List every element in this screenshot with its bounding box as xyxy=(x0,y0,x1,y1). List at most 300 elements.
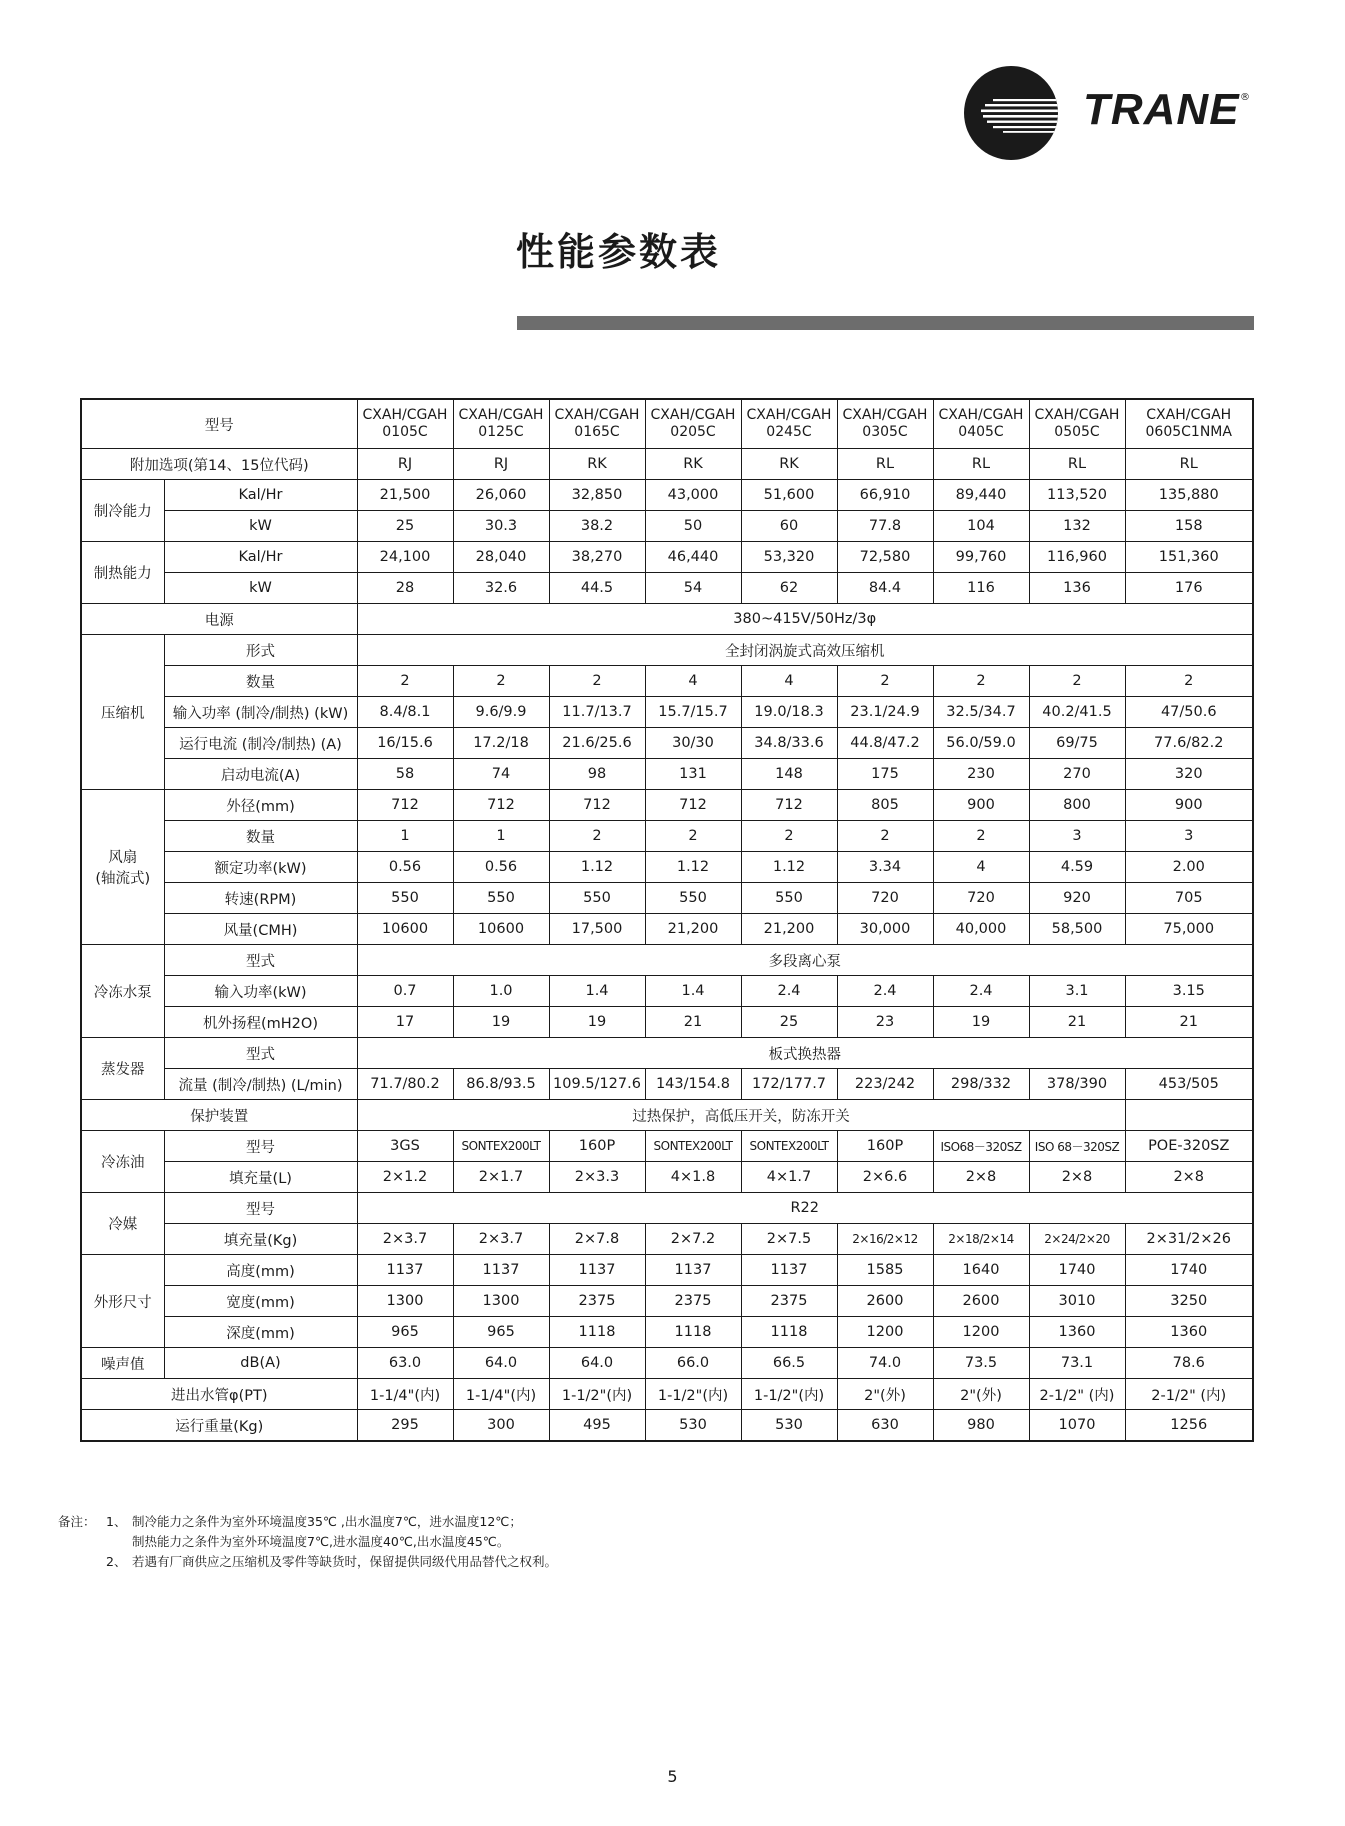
noise-row xyxy=(81,1348,1253,1379)
value-cell: 25 xyxy=(741,1007,837,1038)
value-cell: 453/505 xyxy=(1125,1069,1253,1100)
value-cell: 19.0/18.3 xyxy=(741,697,837,728)
value-cell: 2×3.7 xyxy=(357,1224,453,1255)
value-cell: 1585 xyxy=(837,1255,933,1286)
value-cell: 2×8 xyxy=(1029,1162,1125,1193)
value-cell: 712 xyxy=(453,790,549,821)
value-cell: 965 xyxy=(453,1317,549,1348)
value-cell: 2600 xyxy=(933,1286,1029,1317)
value-cell: 38,270 xyxy=(549,542,645,573)
value-cell: 0.56 xyxy=(357,852,453,883)
noise-label: 噪声值 xyxy=(81,1348,164,1379)
option-cell: RJ xyxy=(357,449,453,480)
model-header-cell xyxy=(357,399,453,449)
fan-label xyxy=(81,790,164,945)
value-cell: 19 xyxy=(453,1007,549,1038)
compressor-label: 压缩机 xyxy=(81,635,164,790)
protection-row xyxy=(81,1100,1253,1131)
oil-model-row xyxy=(81,1131,1253,1162)
value-cell: 78.6 xyxy=(1125,1348,1253,1379)
value-cell: 712 xyxy=(645,790,741,821)
value-cell: 132 xyxy=(1029,511,1125,542)
value-cell: 2×8 xyxy=(933,1162,1029,1193)
fan-power-row xyxy=(81,852,1253,883)
fan-qty-row xyxy=(81,821,1253,852)
option-cell: RK xyxy=(741,449,837,480)
model-header-cell xyxy=(933,399,1029,449)
value-cell: 32,850 xyxy=(549,480,645,511)
value-cell: 2×24/2×20 xyxy=(1029,1224,1125,1255)
value-cell: 23.1/24.9 xyxy=(837,697,933,728)
compressor-qty-row xyxy=(81,666,1253,697)
value-cell: 2.00 xyxy=(1125,852,1253,883)
value-cell: 116 xyxy=(933,573,1029,604)
cooling-kw-row xyxy=(81,511,1253,542)
value-cell: 77.6/82.2 xyxy=(1125,728,1253,759)
value-cell: 50 xyxy=(645,511,741,542)
value-cell: 16/15.6 xyxy=(357,728,453,759)
value-cell: 175 xyxy=(837,759,933,790)
note-1-text-2: 制热能力之条件为室外环境温度7℃,进水温度40℃,出水温度45℃。 xyxy=(132,1534,510,1549)
value-cell: 1137 xyxy=(549,1255,645,1286)
model-series: CXAH/CGAH xyxy=(650,407,736,424)
value-cell: 75,000 xyxy=(1125,914,1253,945)
value-cell: 135,880 xyxy=(1125,480,1253,511)
model-series: CXAH/CGAH xyxy=(1146,407,1232,424)
value-cell: 550 xyxy=(453,883,549,914)
value-cell: 2×1.2 xyxy=(357,1162,453,1193)
param-label: 转速(RPM) xyxy=(164,883,357,914)
value-cell: 4×1.7 xyxy=(741,1162,837,1193)
param-label: 风量(CMH) xyxy=(164,914,357,945)
compressor-current-row xyxy=(81,728,1253,759)
refrigerant-model-row xyxy=(81,1193,1253,1224)
value-cell: 2375 xyxy=(549,1286,645,1317)
value-cell: 300 xyxy=(453,1410,549,1442)
value-cell: 2 xyxy=(549,666,645,697)
value-cell: 21,200 xyxy=(741,914,837,945)
option-cell: RK xyxy=(549,449,645,480)
value-cell: 2600 xyxy=(837,1286,933,1317)
value-cell: 1-1/2"(内) xyxy=(645,1379,741,1410)
value-cell: 2 xyxy=(1029,666,1125,697)
value-cell: 705 xyxy=(1125,883,1253,914)
value-cell: 160P xyxy=(549,1131,645,1162)
cooling-kcal-row xyxy=(81,480,1253,511)
param-label: 输入功率(kW) xyxy=(164,976,357,1007)
empty-cell xyxy=(1125,1100,1253,1131)
value-cell: 17 xyxy=(357,1007,453,1038)
value-cell: 69/75 xyxy=(1029,728,1125,759)
value-cell: 495 xyxy=(549,1410,645,1442)
value-cell: 1360 xyxy=(1029,1317,1125,1348)
value-cell: 298/332 xyxy=(933,1069,1029,1100)
refrigerant-label: 冷媒 xyxy=(81,1193,164,1255)
value-cell: 2×8 xyxy=(1125,1162,1253,1193)
value-cell: 1118 xyxy=(741,1317,837,1348)
value-cell: 1360 xyxy=(1125,1317,1253,1348)
value-cell: 295 xyxy=(357,1410,453,1442)
value-cell: 3250 xyxy=(1125,1286,1253,1317)
value-cell: 2×1.7 xyxy=(453,1162,549,1193)
merged-value: R22 xyxy=(357,1193,1253,1224)
pipe-row xyxy=(81,1379,1253,1410)
param-label: 深度(mm) xyxy=(164,1317,357,1348)
value-cell: 4 xyxy=(933,852,1029,883)
value-cell: 4 xyxy=(741,666,837,697)
value-cell: 712 xyxy=(357,790,453,821)
cooling-label: 制冷能力 xyxy=(81,480,164,542)
note-2-text: 若遇有厂商供应之压缩机及零件等缺货时，保留提供同级代用品替代之权利。 xyxy=(132,1554,558,1569)
value-cell: 19 xyxy=(933,1007,1029,1038)
protection-label: 保护装置 xyxy=(81,1100,357,1131)
value-cell: 21,200 xyxy=(645,914,741,945)
param-label: 输入功率 (制冷/制热) (kW) xyxy=(164,697,357,728)
value-cell: 77.8 xyxy=(837,511,933,542)
param-label: 型号 xyxy=(164,1193,357,1224)
value-cell: 630 xyxy=(837,1410,933,1442)
value-cell: 73.1 xyxy=(1029,1348,1125,1379)
value-cell: 21.6/25.6 xyxy=(549,728,645,759)
value-cell: 1-1/2"(内) xyxy=(741,1379,837,1410)
param-label: 数量 xyxy=(164,821,357,852)
value-cell: 550 xyxy=(645,883,741,914)
value-cell: 3 xyxy=(1125,821,1253,852)
value-cell: 43,000 xyxy=(645,480,741,511)
model-header-cell xyxy=(645,399,741,449)
value-cell: 800 xyxy=(1029,790,1125,821)
model-code: 0405C xyxy=(958,424,1004,440)
value-cell: 1256 xyxy=(1125,1410,1253,1442)
value-cell: 1.4 xyxy=(549,976,645,1007)
value-cell: 2"(外) xyxy=(837,1379,933,1410)
value-cell: 550 xyxy=(741,883,837,914)
param-label: 形式 xyxy=(164,635,357,666)
unit-label: Kal/Hr xyxy=(164,542,357,573)
model-code: 0165C xyxy=(574,424,620,440)
value-cell: 160P xyxy=(837,1131,933,1162)
value-cell: 3.1 xyxy=(1029,976,1125,1007)
value-cell: 19 xyxy=(549,1007,645,1038)
value-cell: 44.8/47.2 xyxy=(837,728,933,759)
value-cell: 900 xyxy=(933,790,1029,821)
value-cell: 530 xyxy=(645,1410,741,1442)
value-cell: ISO68－320SZ xyxy=(933,1131,1029,1162)
value-cell: 1640 xyxy=(933,1255,1029,1286)
value-cell: SONTEX200LT xyxy=(741,1131,837,1162)
value-cell: 720 xyxy=(933,883,1029,914)
value-cell: 2 xyxy=(453,666,549,697)
fan-rpm-row xyxy=(81,883,1253,914)
value-cell: 63.0 xyxy=(357,1348,453,1379)
value-cell: 38.2 xyxy=(549,511,645,542)
evaporator-flow-row xyxy=(81,1069,1253,1100)
value-cell: 30/30 xyxy=(645,728,741,759)
value-cell: 40,000 xyxy=(933,914,1029,945)
option-cell: RL xyxy=(1029,449,1125,480)
value-cell: 2 xyxy=(933,666,1029,697)
value-cell: 1.12 xyxy=(645,852,741,883)
value-cell: 1.0 xyxy=(453,976,549,1007)
value-cell: 32.5/34.7 xyxy=(933,697,1029,728)
value-cell: 58,500 xyxy=(1029,914,1125,945)
param-label: 型号 xyxy=(164,1131,357,1162)
value-cell: 26,060 xyxy=(453,480,549,511)
performance-table xyxy=(80,398,1254,1442)
note-2-number: 2、 xyxy=(106,1554,127,1569)
title-rule xyxy=(517,316,1254,330)
pipe-label: 进出水管φ(PT) xyxy=(81,1379,357,1410)
value-cell: ISO 68－320SZ xyxy=(1029,1131,1125,1162)
merged-value: 板式换热器 xyxy=(357,1038,1253,1069)
value-cell: 0.56 xyxy=(453,852,549,883)
value-cell: 32.6 xyxy=(453,573,549,604)
value-cell: 9.6/9.9 xyxy=(453,697,549,728)
value-cell: 550 xyxy=(357,883,453,914)
model-label: 型号 xyxy=(81,399,357,449)
value-cell: 11.7/13.7 xyxy=(549,697,645,728)
value-cell: 1-1/2"(内) xyxy=(549,1379,645,1410)
value-cell: 86.8/93.5 xyxy=(453,1069,549,1100)
option-cell: RL xyxy=(933,449,1029,480)
option-cell: RJ xyxy=(453,449,549,480)
value-cell: 89,440 xyxy=(933,480,1029,511)
value-cell: 21 xyxy=(645,1007,741,1038)
value-cell: 84.4 xyxy=(837,573,933,604)
value-cell: 720 xyxy=(837,883,933,914)
oil-charge-row xyxy=(81,1162,1253,1193)
table-header-row xyxy=(81,399,1253,449)
value-cell: 4 xyxy=(645,666,741,697)
value-cell: 34.8/33.6 xyxy=(741,728,837,759)
dimensions-height-row xyxy=(81,1255,1253,1286)
value-cell: 980 xyxy=(933,1410,1029,1442)
value-cell: 2 xyxy=(837,666,933,697)
dimensions-depth-row xyxy=(81,1317,1253,1348)
value-cell: 2375 xyxy=(645,1286,741,1317)
dimensions-label: 外形尺寸 xyxy=(81,1255,164,1348)
option-cell: RL xyxy=(837,449,933,480)
model-series: CXAH/CGAH xyxy=(746,407,832,424)
compressor-start-row xyxy=(81,759,1253,790)
value-cell: 2 xyxy=(549,821,645,852)
evaporator-type-row xyxy=(81,1038,1253,1069)
value-cell: 965 xyxy=(357,1317,453,1348)
value-cell: 74.0 xyxy=(837,1348,933,1379)
value-cell: 148 xyxy=(741,759,837,790)
value-cell: 99,760 xyxy=(933,542,1029,573)
value-cell: 109.5/127.6 xyxy=(549,1069,645,1100)
value-cell: 28,040 xyxy=(453,542,549,573)
value-cell: 1740 xyxy=(1029,1255,1125,1286)
value-cell: 71.7/80.2 xyxy=(357,1069,453,1100)
unit-label: dB(A) xyxy=(164,1348,357,1379)
value-cell: 47/50.6 xyxy=(1125,697,1253,728)
value-cell: 805 xyxy=(837,790,933,821)
fan-label-line1: 风扇 xyxy=(108,850,138,866)
value-cell: 2×7.8 xyxy=(549,1224,645,1255)
value-cell: 131 xyxy=(645,759,741,790)
model-code: 0505C xyxy=(1054,424,1100,440)
value-cell: 1 xyxy=(453,821,549,852)
value-cell: 2"(外) xyxy=(933,1379,1029,1410)
value-cell: 550 xyxy=(549,883,645,914)
value-cell: 30.3 xyxy=(453,511,549,542)
unit-label: kW xyxy=(164,511,357,542)
value-cell: 98 xyxy=(549,759,645,790)
value-cell: 66.5 xyxy=(741,1348,837,1379)
options-row xyxy=(81,449,1253,480)
param-label: 型式 xyxy=(164,945,357,976)
value-cell: 24,100 xyxy=(357,542,453,573)
value-cell: 21 xyxy=(1125,1007,1253,1038)
value-cell: 1118 xyxy=(549,1317,645,1348)
param-label: 额定功率(kW) xyxy=(164,852,357,883)
param-label: 填充量(L) xyxy=(164,1162,357,1193)
value-cell: 270 xyxy=(1029,759,1125,790)
fan-label-line2: (轴流式) xyxy=(95,871,151,887)
unit-label: kW xyxy=(164,573,357,604)
value-cell: 1 xyxy=(357,821,453,852)
value-cell: 3 xyxy=(1029,821,1125,852)
value-cell: 2375 xyxy=(741,1286,837,1317)
value-cell: 1-1/4"(内) xyxy=(357,1379,453,1410)
page-number: 5 xyxy=(667,1767,678,1786)
refrigerant-charge-row xyxy=(81,1224,1253,1255)
note-1-text: 制冷能力之条件为室外环境温度35℃ ,出水温度7℃，进水温度12℃； xyxy=(132,1514,522,1529)
value-cell: 136 xyxy=(1029,573,1125,604)
value-cell: 230 xyxy=(933,759,1029,790)
value-cell: 56.0/59.0 xyxy=(933,728,1029,759)
model-code: 0245C xyxy=(766,424,812,440)
model-header-cell xyxy=(741,399,837,449)
model-code: 0205C xyxy=(670,424,716,440)
value-cell: 143/154.8 xyxy=(645,1069,741,1100)
value-cell: 712 xyxy=(549,790,645,821)
heating-label: 制热能力 xyxy=(81,542,164,604)
value-cell: 1137 xyxy=(453,1255,549,1286)
value-cell: 2 xyxy=(933,821,1029,852)
pump-label: 冷冻水泵 xyxy=(81,945,164,1038)
value-cell: 2-1/2" (内) xyxy=(1029,1379,1125,1410)
param-label: 机外扬程(mH2O) xyxy=(164,1007,357,1038)
model-header-cell xyxy=(837,399,933,449)
value-cell: 2×7.2 xyxy=(645,1224,741,1255)
value-cell: 1137 xyxy=(357,1255,453,1286)
value-cell: 2 xyxy=(741,821,837,852)
value-cell: POE-320SZ xyxy=(1125,1131,1253,1162)
value-cell: 30,000 xyxy=(837,914,933,945)
heating-kcal-row xyxy=(81,542,1253,573)
dimensions-width-row xyxy=(81,1286,1253,1317)
value-cell: 1137 xyxy=(645,1255,741,1286)
pump-head-row xyxy=(81,1007,1253,1038)
model-series: CXAH/CGAH xyxy=(554,407,640,424)
value-cell: 73.5 xyxy=(933,1348,1029,1379)
option-cell: RK xyxy=(645,449,741,480)
value-cell: 40.2/41.5 xyxy=(1029,697,1125,728)
value-cell: 62 xyxy=(741,573,837,604)
value-cell: SONTEX200LT xyxy=(645,1131,741,1162)
value-cell: 2.4 xyxy=(837,976,933,1007)
value-cell: 2×3.7 xyxy=(453,1224,549,1255)
value-cell: 1118 xyxy=(645,1317,741,1348)
pump-input-row xyxy=(81,976,1253,1007)
value-cell: 21 xyxy=(1029,1007,1125,1038)
power-value: 380~415V/50Hz/3φ xyxy=(357,604,1253,635)
value-cell: 64.0 xyxy=(549,1348,645,1379)
value-cell: 44.5 xyxy=(549,573,645,604)
fan-air-row xyxy=(81,914,1253,945)
value-cell: 10600 xyxy=(453,914,549,945)
model-series: CXAH/CGAH xyxy=(458,407,544,424)
value-cell: 2×18/2×14 xyxy=(933,1224,1029,1255)
param-label: 型式 xyxy=(164,1038,357,1069)
oil-label: 冷冻油 xyxy=(81,1131,164,1193)
merged-value: 多段离心泵 xyxy=(357,945,1253,976)
value-cell: 3.15 xyxy=(1125,976,1253,1007)
value-cell: 176 xyxy=(1125,573,1253,604)
param-label: 运行电流 (制冷/制热) (A) xyxy=(164,728,357,759)
value-cell: 320 xyxy=(1125,759,1253,790)
model-series: CXAH/CGAH xyxy=(1034,407,1120,424)
param-label: 宽度(mm) xyxy=(164,1286,357,1317)
registered-mark: ® xyxy=(1240,92,1250,103)
value-cell: 172/177.7 xyxy=(741,1069,837,1100)
unit-label: Kal/Hr xyxy=(164,480,357,511)
value-cell: 530 xyxy=(741,1410,837,1442)
model-code: 0125C xyxy=(478,424,524,440)
value-cell: 21,500 xyxy=(357,480,453,511)
value-cell: SONTEX200LT xyxy=(453,1131,549,1162)
value-cell: 1200 xyxy=(837,1317,933,1348)
power-row xyxy=(81,604,1253,635)
protection-value: 过热保护，高低压开关，防冻开关 xyxy=(357,1100,1125,1131)
value-cell: 64.0 xyxy=(453,1348,549,1379)
param-label: 高度(mm) xyxy=(164,1255,357,1286)
value-cell: 2×31/2×26 xyxy=(1125,1224,1253,1255)
param-label: 启动电流(A) xyxy=(164,759,357,790)
value-cell: 2×3.3 xyxy=(549,1162,645,1193)
value-cell: 66,910 xyxy=(837,480,933,511)
value-cell: 4×1.8 xyxy=(645,1162,741,1193)
value-cell: 72,580 xyxy=(837,542,933,573)
param-label: 外径(mm) xyxy=(164,790,357,821)
value-cell: 2 xyxy=(357,666,453,697)
value-cell: 17,500 xyxy=(549,914,645,945)
weight-label: 运行重量(Kg) xyxy=(81,1410,357,1442)
value-cell: 2 xyxy=(645,821,741,852)
evaporator-label: 蒸发器 xyxy=(81,1038,164,1100)
pump-type-row xyxy=(81,945,1253,976)
value-cell: 54 xyxy=(645,573,741,604)
value-cell: 3.34 xyxy=(837,852,933,883)
brand-wordmark: TRANE xyxy=(1083,85,1240,134)
value-cell: 1200 xyxy=(933,1317,1029,1348)
value-cell: 3GS xyxy=(357,1131,453,1162)
value-cell: 158 xyxy=(1125,511,1253,542)
value-cell: 25 xyxy=(357,511,453,542)
value-cell: 900 xyxy=(1125,790,1253,821)
model-code: 0305C xyxy=(862,424,908,440)
model-header-cell xyxy=(1125,399,1253,449)
value-cell: 2×16/2×12 xyxy=(837,1224,933,1255)
value-cell: 10600 xyxy=(357,914,453,945)
weight-row xyxy=(81,1410,1253,1442)
value-cell: 3010 xyxy=(1029,1286,1125,1317)
merged-value: 全封闭涡旋式高效压缩机 xyxy=(357,635,1253,666)
value-cell: 104 xyxy=(933,511,1029,542)
